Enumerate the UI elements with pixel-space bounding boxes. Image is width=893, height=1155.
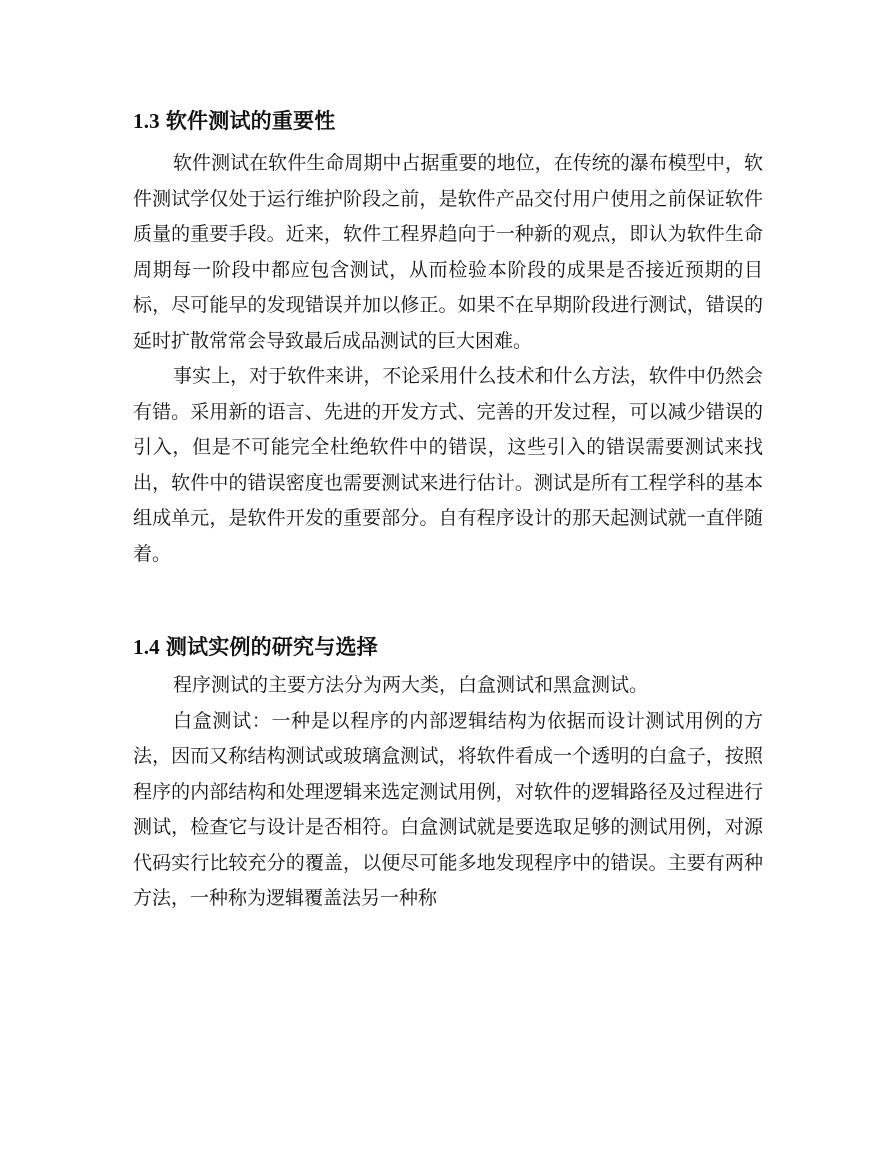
document-body	[133, 100, 763, 917]
section-1-4	[133, 626, 763, 917]
paragraph: 白盒测试：一种是以程序的内部逻辑结构为依据而设计测试用例的方法，因而又称结构测试或玻璃盒测试，将软件看成一个透明的白盒子，按照程序的内部结构和处理逻辑来选定测试用例，对软件的逻辑路径及过程进行测试，检查它与设计是否相符。白盒测试就是要选取足够的测试用例，对源代码实行比较充分的覆盖，以便尽可能多地发现程序中的错误。主要有两种方法，一种称为逻辑覆盖法另一种称	[133, 709, 763, 909]
section-number: 1.4	[133, 635, 160, 659]
paragraph: 事实上，对于软件来讲，不论采用什么技术和什么方法，软件中仍然会有错。采用新的语言、先进的开发方式、完善的开发过程，可以减少错误的引入，但是不可能完全杜绝软件中的错误，这些引入的错误需要测试来找出，软件中的错误密度也需要测试来进行估计。测试是所有工程学科的基本组成单元，是软件开发的重要部分。自有程序设计的那天起测试就一直伴随着。	[133, 365, 763, 565]
paragraph: 软件测试在软件生命周期中占据重要的地位，在传统的瀑布模型中，软件测试学仅处于运行维护阶段之前，是软件产品交付用户使用之前保证软件质量的重要手段。近来，软件工程界趋向于一种新的观点，即认为软件生命周期每一阶段中都应包含测试，从而检验本阶段的成果是否接近预期的目标，尽可能早的发现错误并加以修正。如果不在早期阶段进行测试，错误的延时扩散常常会导致最后成品测试的巨大困难。	[133, 152, 763, 352]
section-paragraphs	[133, 668, 763, 917]
paragraph: 程序测试的主要方法分为两大类，白盒测试和黑盒测试。	[173, 674, 649, 696]
section-title: 测试实例的研究与选择	[165, 635, 378, 659]
section-heading	[133, 626, 763, 662]
section-title: 软件测试的重要性	[165, 109, 336, 133]
section-1-3	[133, 100, 763, 572]
section-paragraphs	[133, 146, 763, 572]
section-heading	[133, 100, 763, 136]
section-number: 1.3	[133, 109, 160, 133]
